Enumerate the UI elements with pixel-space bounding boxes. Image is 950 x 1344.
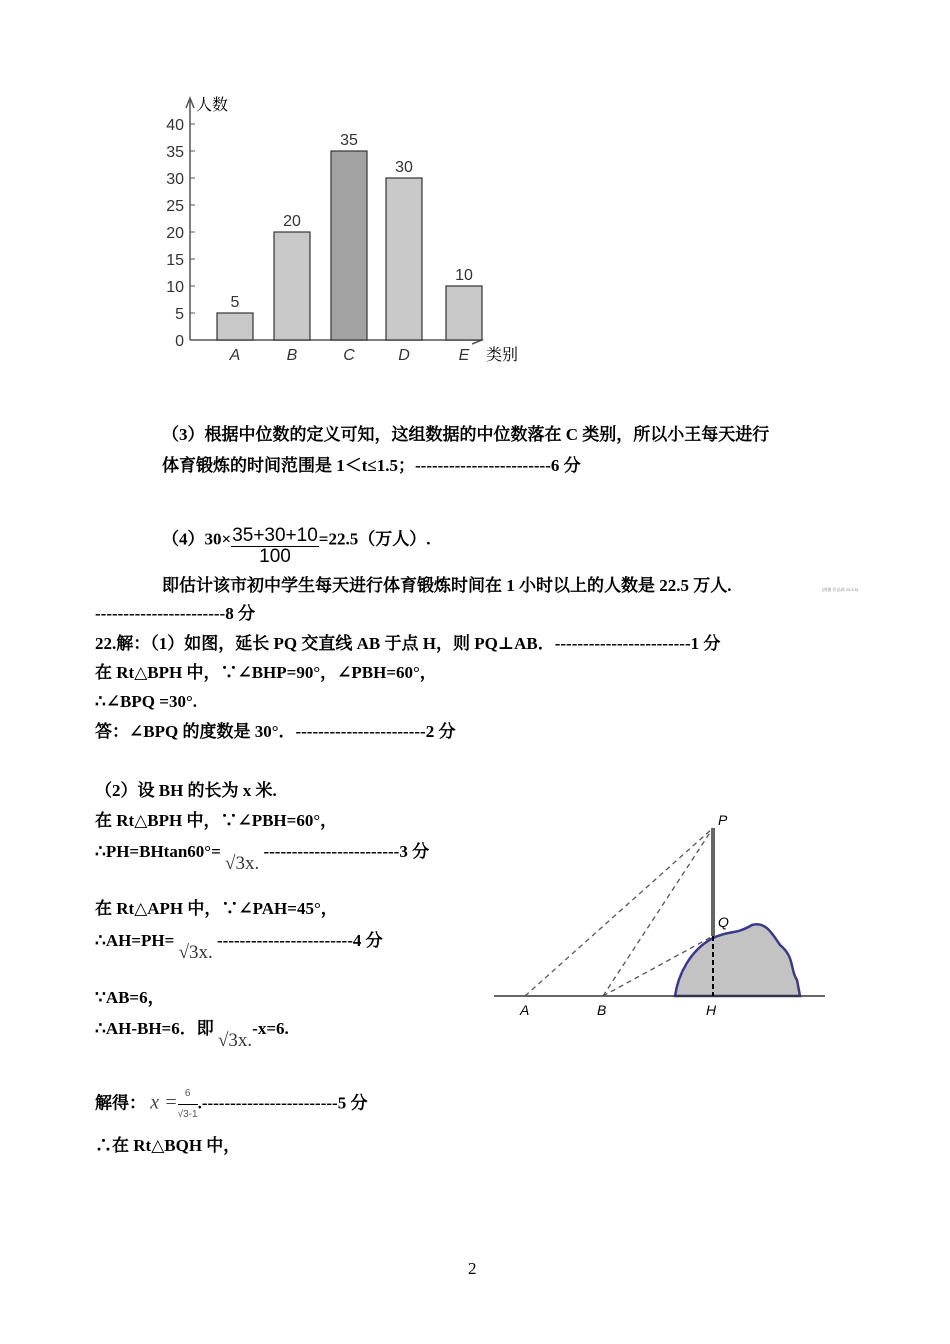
q22-line2: 在 Rt△BPH 中，∵∠BHP=90°，∠PBH=60°， <box>95 663 437 682</box>
q22-line10: ∵AB=6， <box>95 988 165 1007</box>
q22-line7 <box>95 842 430 874</box>
part3-line1: （3）根据中位数的定义可知，这组数据的中位数落在 C 类别，所以小王每天进行 <box>162 425 770 444</box>
data-label: 35 <box>340 132 358 149</box>
q22-line6: 在 Rt△BPH 中，∵∠PBH=60°， <box>95 811 338 830</box>
x-tick-label: A <box>229 347 241 364</box>
bar-D <box>386 178 422 340</box>
fraction-numerator: 35+30+10 <box>232 525 318 546</box>
bar-A <box>217 313 253 340</box>
q22-line9 <box>95 931 383 963</box>
label-q: Q <box>718 914 729 930</box>
ph-expression: ∴PH=BHtan60°= <box>95 842 221 861</box>
q22-line5: （2）设 BH 的长为 x 米. <box>95 781 277 800</box>
bar-C <box>331 151 367 340</box>
label-h: H <box>706 1002 717 1018</box>
x-fraction <box>178 1084 198 1125</box>
ah-bh-expression: ∴AH-BH=6．即 <box>95 1019 214 1038</box>
q22-line12 <box>95 1084 367 1125</box>
part4-prefix: （4）30× <box>162 529 232 549</box>
x-tick-label: B <box>286 347 298 364</box>
y-tick-label: 40 <box>166 117 184 134</box>
solve-label: 解得： <box>95 1093 146 1113</box>
rock-shape <box>675 924 800 996</box>
score-3: ------------------------3 分 <box>263 842 430 861</box>
fraction-denominator: 100 <box>259 546 291 567</box>
part3-line2: 体育锻炼的时间范围是 1＜t≤1.5；------------------------6 分 <box>162 456 581 475</box>
x-tick-label: E <box>458 347 470 364</box>
x-tick-label: D <box>398 347 410 364</box>
data-label: 20 <box>283 213 301 230</box>
q22-line1: 22.解：（1）如图，延长 PQ 交直线 AB 于点 H，则 PQ⊥AB．------------------------1 分 <box>95 634 721 653</box>
q22-line3: ∴∠BPQ =30°. <box>95 692 197 711</box>
y-tick-label: 25 <box>166 198 184 215</box>
part4-suffix: =22.5（万人）. <box>318 529 431 549</box>
y-tick-label: 0 <box>175 333 184 350</box>
y-tick-label: 10 <box>166 279 184 296</box>
page-number: 2 <box>468 1259 477 1278</box>
q22-line13: ∴在 Rt△BQH 中， <box>95 1136 241 1155</box>
bar-chart <box>150 90 540 380</box>
y-axis-label: 人数 <box>196 97 229 114</box>
part4-score: -----------------------8 分 <box>95 604 255 623</box>
bar-E <box>446 286 482 340</box>
score-5: .------------------------5 分 <box>197 1093 368 1113</box>
y-tick-label: 35 <box>166 144 184 161</box>
part4-fraction <box>231 526 319 567</box>
minus-x: -x=6. <box>252 1019 289 1038</box>
q22-line8: 在 Rt△APH 中，∵∠PAH=45°， <box>95 899 338 918</box>
data-label: 5 <box>230 294 240 311</box>
q22-line11 <box>95 1019 289 1051</box>
ah-expression: ∴AH=PH= <box>95 931 175 950</box>
sqrt3x: √3x. <box>225 853 260 874</box>
y-tick-label: 15 <box>166 252 184 269</box>
y-tick-label: 30 <box>166 171 184 188</box>
data-label: 10 <box>455 267 473 284</box>
q22-line4: 答：∠BPQ 的度数是 30°．-----------------------2 分 <box>95 722 456 741</box>
part4-line2: 即估计该市初中学生每天进行体育锻炼时间在 1 小时以上的人数是 22.5 万人. <box>162 576 732 595</box>
y-tick-label: 5 <box>175 306 184 323</box>
watermark-note: (图题·作品网 23.5.6) <box>822 587 859 592</box>
x-axis-label: 类别 <box>486 347 519 364</box>
x-equals: x = <box>150 1091 178 1114</box>
x-tick-label: C <box>343 347 355 364</box>
score-4: ------------------------4 分 <box>217 931 383 950</box>
data-label: 30 <box>395 159 413 176</box>
label-a: A <box>520 1002 530 1018</box>
y-tick-label: 20 <box>166 225 184 242</box>
sqrt3x: √3x. <box>217 1030 253 1051</box>
sqrt3x: √3x. <box>178 942 213 963</box>
geometry-figure <box>490 805 830 1025</box>
part4-formula <box>162 520 431 567</box>
label-p: P <box>718 812 728 828</box>
fraction-numerator: 6 <box>178 1084 198 1105</box>
label-b: B <box>597 1002 607 1018</box>
bar-B <box>274 232 310 340</box>
fraction-denominator: √3-1 <box>177 1109 198 1120</box>
